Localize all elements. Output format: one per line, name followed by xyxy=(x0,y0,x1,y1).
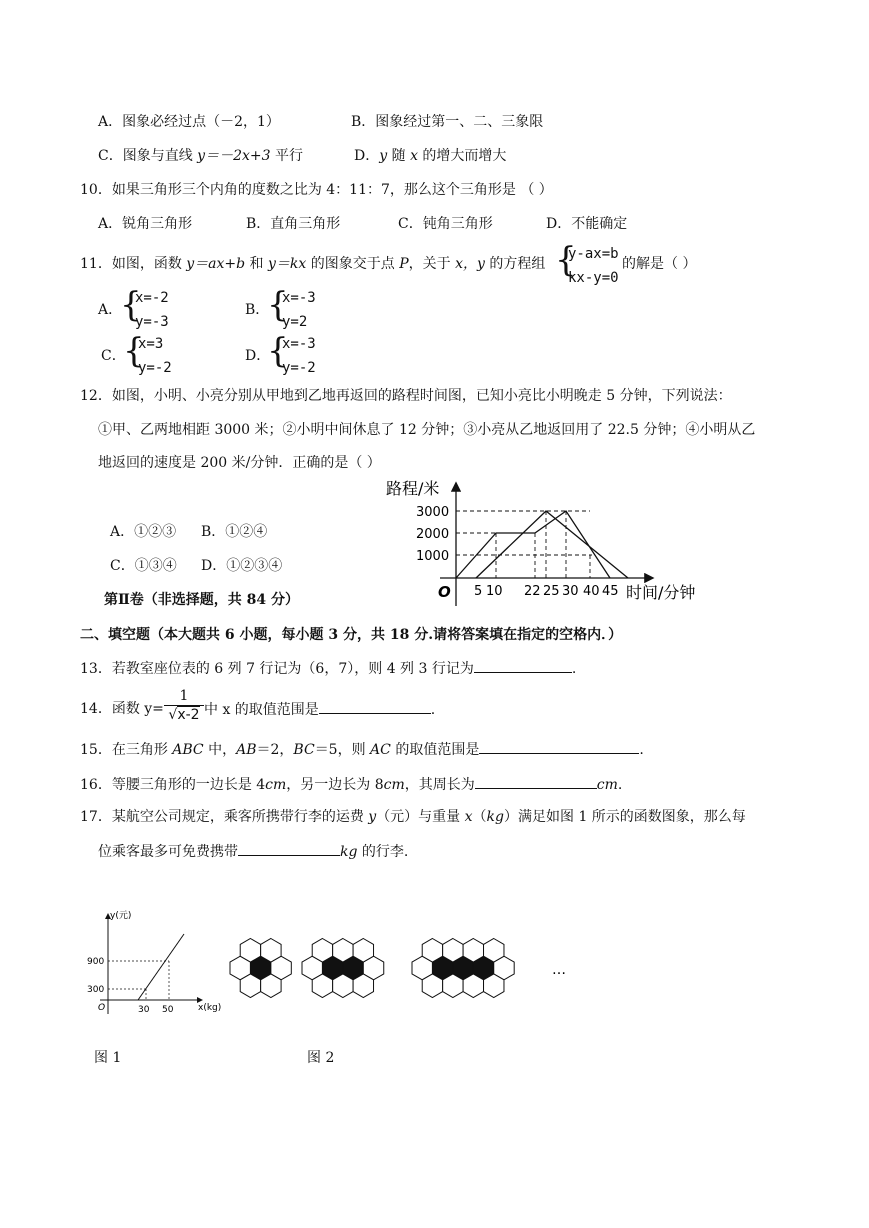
q15-mid2: 的取值范围是 xyxy=(390,742,480,758)
fig1-y-tick-900: 900 xyxy=(87,957,105,967)
figure-1-graph xyxy=(80,906,230,1018)
fig1-x-label: x(kg) xyxy=(198,1003,222,1013)
q11-option-d-brace: { xyxy=(267,331,289,371)
fig1-y-tick-300: 300 xyxy=(87,985,105,995)
q11-option-b-eq2: y=2 xyxy=(282,314,308,330)
q11-point-p: P xyxy=(399,256,409,272)
q11-and: 和 xyxy=(245,256,269,272)
q14-mid: 中 x 的取值范围是 xyxy=(204,702,319,718)
q15-mid1: 中， xyxy=(203,742,237,758)
q11-option-d-eq2: y=-2 xyxy=(282,360,316,376)
q16-cm2: cm xyxy=(383,777,405,793)
q16-cm1: cm xyxy=(265,777,287,793)
q10-stem: 10．如果三角形三个内角的度数之比为 4：11：7，那么这个三角形是 （ ） xyxy=(80,182,553,198)
q16-mid2: ，其周长为 xyxy=(404,777,475,793)
fig1-y-label: y(元) xyxy=(110,911,132,921)
q11-option-d-label: D． xyxy=(245,348,271,364)
q17-line2-pre: 位乘客最多可免费携带 xyxy=(98,844,238,860)
q10-option-d: D．不能确定 xyxy=(546,216,628,232)
q16 xyxy=(80,774,622,795)
q11-stem-post: 的解是（ ） xyxy=(622,256,697,272)
y-tick-1000: 1000 xyxy=(416,549,450,564)
q12-stem-line2: ①甲、乙两地相距 3000 米；②小明中间休息了 12 分钟；③小亮从乙地返回用了 22.5 分钟；④小明从乙 xyxy=(98,422,756,438)
q15-bc: BC xyxy=(293,742,315,758)
q16-pre: 16．等腰三角形的一边长是 4 xyxy=(80,777,266,793)
q14-answer-blank[interactable] xyxy=(319,699,431,714)
q11-func-2: y＝kx xyxy=(268,256,307,272)
x-tick-45: 45 xyxy=(602,584,619,599)
section-2-title: 二、填空题（本大题共 6 小题，每小题 3 分，共 18 分.请将答案填在指定的空格内．） xyxy=(80,627,623,643)
fig1-x-tick-50: 50 xyxy=(162,1005,174,1015)
q13-answer-blank[interactable] xyxy=(474,658,572,673)
q11-system-eq2: kx-y=0 xyxy=(568,270,619,286)
x-tick-25: 25 xyxy=(543,584,560,599)
graph-origin: O xyxy=(438,583,451,601)
q17-post: ）满足如图 1 所示的函数图象，那么每 xyxy=(504,809,746,825)
x-tick-30: 30 xyxy=(562,584,579,599)
q11-option-c-eq1: x=3 xyxy=(138,336,164,352)
fig1-guides xyxy=(108,961,169,1000)
q16-answer-blank[interactable] xyxy=(475,774,597,789)
q16-mid: ，另一边长为 8 xyxy=(286,777,384,793)
fig1-line xyxy=(138,934,184,1000)
q12-stem-line1: 12．如图，小明、小亮分别从甲地到乙地再返回的路程时间图，已知小亮比小明晚走 5 分钟，下列说法： xyxy=(80,388,732,404)
q9-d-post: 的增大而增大 xyxy=(417,148,507,164)
q11-option-a-brace: { xyxy=(120,285,142,325)
q11-stem xyxy=(80,254,545,274)
q11-stem-mid: 的图象交于点 xyxy=(306,256,400,272)
q14-radicand: x-2 xyxy=(177,707,200,723)
q12-distance-time-graph xyxy=(380,474,710,610)
q9-d-mid: 随 xyxy=(387,148,411,164)
q9-option-b: B．图象经过第一、二、三象限 xyxy=(351,114,544,130)
q15-ab: AB xyxy=(236,742,257,758)
q14-post: . xyxy=(430,702,436,718)
q13-post: . xyxy=(571,661,577,677)
fig2-ellipsis: … xyxy=(552,962,566,978)
q11-option-a-label: A． xyxy=(98,302,123,318)
fig1-origin: O xyxy=(98,1003,106,1013)
q16-cm3: cm xyxy=(596,777,618,793)
x-tick-40: 40 xyxy=(583,584,600,599)
figure-2-hexagon-pattern xyxy=(226,930,566,1006)
q15-answer-blank[interactable] xyxy=(479,739,639,754)
x-tick-5: 5 xyxy=(474,584,483,599)
q12-option-c: C．①③④ xyxy=(110,558,177,574)
q17-line2 xyxy=(98,841,408,862)
q17-kg: kg xyxy=(486,809,504,825)
q12-stem-line3: 地返回的速度是 200 米/分钟．正确的是（ ） xyxy=(98,455,381,471)
q17-x: x xyxy=(464,809,473,825)
fig1-x-tick-30: 30 xyxy=(138,1005,150,1015)
q13-text: 13．若教室座位表的 6 列 7 行记为（6，7），则 4 列 3 行记为 xyxy=(80,661,474,677)
guide-lines xyxy=(456,511,592,578)
x-tick-22: 22 xyxy=(524,584,541,599)
graph-y-label: 路程/米 xyxy=(386,479,440,498)
q12-option-a: A．①②③ xyxy=(110,524,177,540)
q17-answer-blank[interactable] xyxy=(238,841,340,856)
q11-stem-pre: 11．如图，函数 xyxy=(80,256,187,272)
q17-y: y xyxy=(368,809,377,825)
q9-option-d xyxy=(354,146,506,166)
q11-option-a-eq2: y=-3 xyxy=(135,314,169,330)
q14-fraction xyxy=(164,688,204,724)
q9-d-label: D． xyxy=(354,148,380,164)
y-tick-2000: 2000 xyxy=(416,527,450,542)
q11-option-b-brace: { xyxy=(267,285,289,325)
q11-option-c-eq2: y=-2 xyxy=(138,360,172,376)
q11-option-a-eq1: x=-2 xyxy=(135,290,169,306)
q9-d-y: y xyxy=(379,148,388,164)
q12-option-d: D．①②③④ xyxy=(201,558,283,574)
q11-option-b-eq1: x=-3 xyxy=(282,290,316,306)
q9-c-expr: y＝－2x+3 xyxy=(197,148,271,164)
q11-option-c-brace: { xyxy=(123,331,145,371)
q14-rest xyxy=(204,699,435,720)
q14-numerator: 1 xyxy=(179,688,189,704)
q11-system-brace: { xyxy=(555,240,577,280)
y-tick-3000: 3000 xyxy=(416,505,450,520)
x-tick-10: 10 xyxy=(486,584,503,599)
figure-2-caption: 图 2 xyxy=(307,1050,335,1066)
q15 xyxy=(80,739,644,760)
q11-option-c-label: C． xyxy=(101,348,126,364)
q16-post: . xyxy=(617,777,623,793)
q15-ac: AC xyxy=(370,742,391,758)
q17-line2-post: 的行李. xyxy=(357,844,409,860)
q11-stem-mid3: 的方程组 xyxy=(484,256,546,272)
q11-option-d-eq1: x=-3 xyxy=(282,336,316,352)
q11-system-eq1: y-ax=b xyxy=(568,246,619,262)
q9-c-post: 平行 xyxy=(270,148,303,164)
q9-option-c xyxy=(98,146,303,166)
q15-abc: ABC xyxy=(172,742,204,758)
q11-func-1: y＝ax+b xyxy=(186,256,246,272)
q15-eq1: ＝2， xyxy=(256,742,294,758)
figure-1-caption: 图 1 xyxy=(94,1050,122,1066)
q17-mid: （元）与重量 xyxy=(376,809,465,825)
q9-c-text: C．图象与直线 xyxy=(98,148,198,164)
q10-option-c: C．钝角三角形 xyxy=(398,216,493,232)
q15-pre: 15．在三角形 xyxy=(80,742,173,758)
q17-line1 xyxy=(80,807,746,827)
q12-option-b: B．①②④ xyxy=(201,524,268,540)
q13 xyxy=(80,658,576,679)
q17-mid2: （ xyxy=(472,809,487,825)
q14-denominator: √x-2 xyxy=(168,707,200,723)
q10-option-a: A．锐角三角形 xyxy=(98,216,193,232)
q10-option-b: B．直角三角形 xyxy=(246,216,341,232)
graph-x-label: 时间/分钟 xyxy=(626,583,696,602)
q14-pre: 14．函数 y= xyxy=(80,701,164,717)
q15-post: . xyxy=(639,742,644,758)
q9-d-x: x xyxy=(410,148,418,164)
q17-pre: 17．某航空公司规定，乘客所携带行李的运费 xyxy=(80,809,369,825)
q11-option-b-label: B． xyxy=(245,302,270,318)
q11-xy: x，y xyxy=(455,256,485,272)
q11-stem-mid2: ，关于 xyxy=(408,256,456,272)
q15-eq2: ＝5，则 xyxy=(314,742,371,758)
q17-kg2: kg xyxy=(340,844,358,860)
q9-option-a: A．图象必经过点（－2，1） xyxy=(98,114,280,130)
section-2-volume: 第Ⅱ卷（非选择题，共 84 分） xyxy=(104,592,300,608)
